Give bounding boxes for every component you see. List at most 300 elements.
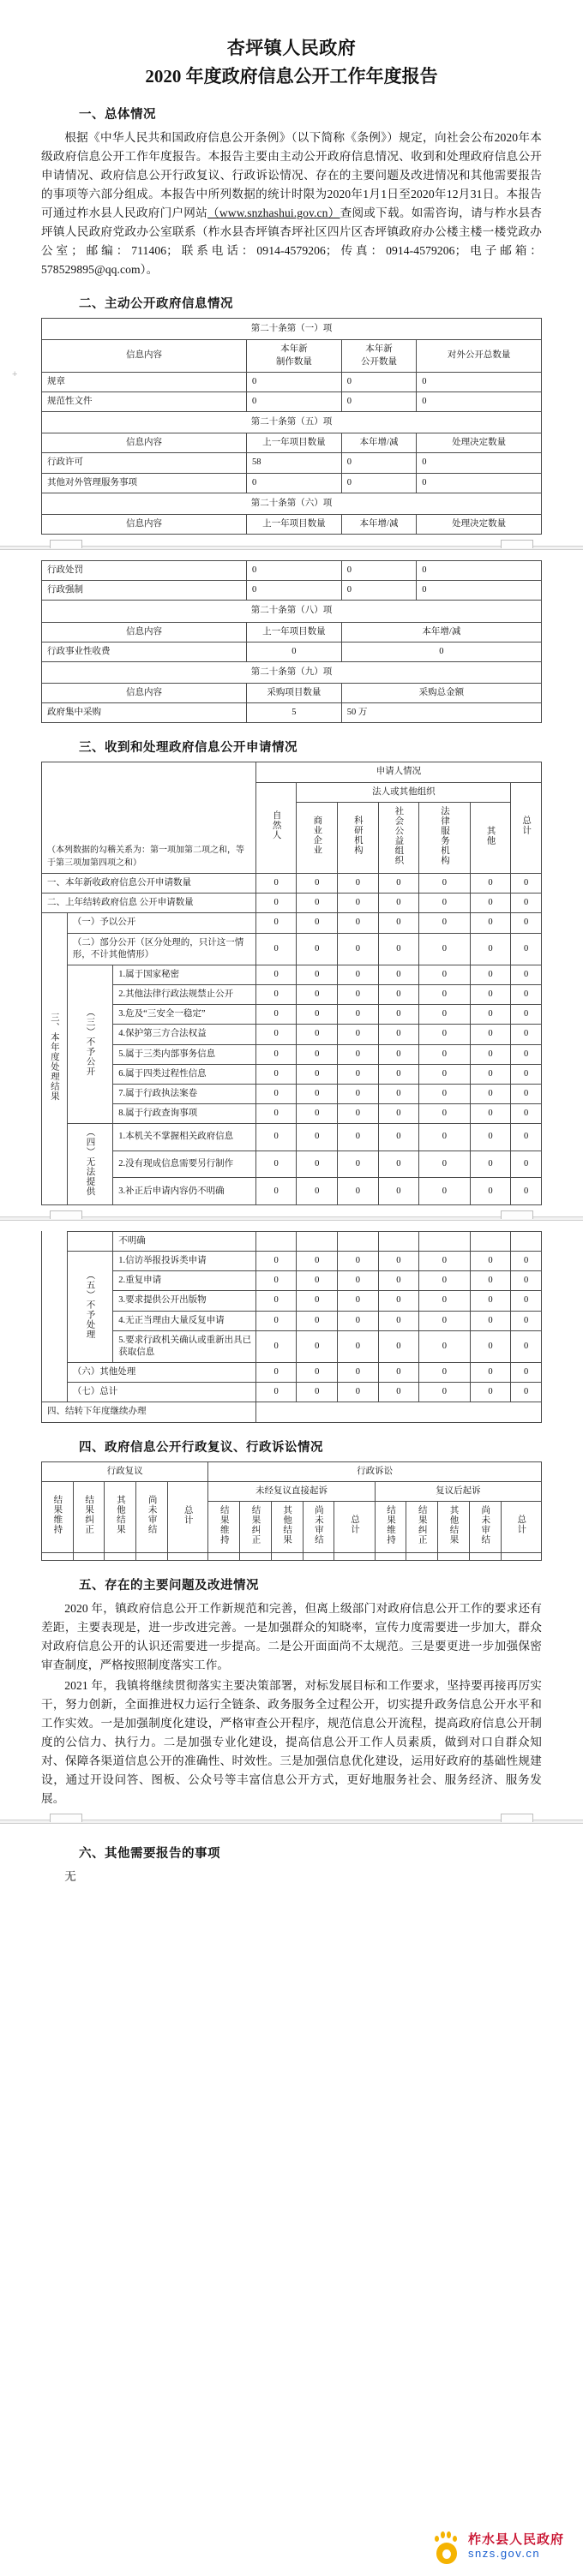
cell-value [501, 1553, 541, 1561]
cell-value: 0 [417, 473, 542, 493]
table-row [42, 1044, 542, 1064]
table-row [42, 1402, 542, 1422]
row-label: 二、上年结转政府信息 公开申请数量 [42, 894, 256, 913]
cell-value [469, 1553, 501, 1561]
table-row [42, 913, 542, 933]
table-row [42, 1291, 542, 1311]
cell-value: 0 [417, 581, 542, 601]
cell-value: 0 [255, 1291, 297, 1311]
col-header-purchase-count: 采购项目数量 [247, 684, 342, 703]
col-header-delta: 本年增/减 [341, 433, 416, 453]
cell-value: 0 [470, 1025, 511, 1044]
cell-value: 0 [378, 985, 419, 1005]
cell-value: 0 [419, 1383, 470, 1402]
page-break-nub-right [501, 1814, 533, 1822]
table-row [42, 965, 542, 984]
cell-value [303, 1553, 334, 1561]
cell-value: 0 [378, 1124, 419, 1151]
cell-value: 0 [511, 1044, 542, 1064]
cell-value: 0 [338, 1124, 379, 1151]
cell-value: 0 [511, 1084, 542, 1103]
cell-value: 0 [470, 1291, 511, 1311]
cell-value: 0 [378, 1271, 419, 1291]
cell-value: 0 [417, 372, 542, 391]
col-header-review-total: 总计 [167, 1481, 207, 1552]
table-row [42, 874, 542, 894]
row-label: 其他对外管理服务事项 [42, 473, 247, 493]
cell-value: 0 [419, 1064, 470, 1084]
table-row [42, 581, 542, 601]
row-label: 一、本年新收政府信息公开申请数量 [42, 874, 256, 894]
table-row [42, 372, 542, 391]
row-label: 2.其他法律行政法规禁止公开 [113, 985, 256, 1005]
col-header-direct-upheld: 结果维持 [208, 1501, 240, 1552]
cell-value: 0 [297, 1252, 338, 1271]
cell-value: 0 [338, 933, 379, 965]
header-admin-litigation: 行政诉讼 [208, 1461, 542, 1481]
cell-value: 0 [419, 1104, 470, 1124]
cell-value: 0 [247, 581, 342, 601]
col-header-direct-total: 总计 [334, 1501, 375, 1552]
cell-value: 0 [297, 1084, 338, 1103]
row-label: 行政事业性收费 [42, 642, 247, 661]
cell-value: 0 [297, 933, 338, 965]
cell-value [167, 1553, 207, 1561]
col-header-direct-other: 其他结果 [271, 1501, 303, 1552]
cell-value: 0 [255, 1044, 297, 1064]
cell-value: 0 [419, 1005, 470, 1025]
row-label: 4.保护第三方合法权益 [113, 1025, 256, 1044]
cell-value: 0 [338, 874, 379, 894]
cell-value: 0 [378, 965, 419, 984]
cell-value [438, 1553, 470, 1561]
cell-value: 0 [341, 372, 416, 391]
cell-value: 0 [470, 1383, 511, 1402]
cell-value: 0 [417, 561, 542, 581]
table-header-row [42, 514, 542, 534]
cell-value: 0 [378, 1330, 419, 1362]
table-row [42, 601, 542, 622]
cell-value [511, 1231, 542, 1251]
page-break-3 [0, 1814, 583, 1829]
cell-value: 0 [511, 1271, 542, 1291]
row-label: （七）总计 [67, 1383, 255, 1402]
group-label-processing-results-cont [42, 1231, 68, 1402]
col-header-review-pending: 尚未审结 [136, 1481, 168, 1552]
col-header-new-public: 本年新 公开数量 [341, 340, 416, 372]
col-header-new-made: 本年新 制作数量 [247, 340, 342, 372]
cell-value: 0 [417, 391, 542, 411]
cell-value: 0 [297, 1178, 338, 1205]
table-section-4-wrapper [0, 1461, 583, 1562]
cell-value: 0 [255, 1005, 297, 1025]
cell-value: 0 [338, 1005, 379, 1025]
table-information-requests [41, 762, 542, 1204]
table-row [42, 1104, 542, 1124]
table-information-requests-continued [41, 1231, 542, 1423]
cell-value: 0 [511, 1025, 542, 1044]
cell-value [419, 1231, 470, 1251]
cell-value: 0 [470, 1178, 511, 1205]
table-section-2-wrapper [0, 318, 583, 535]
row-label: 4.无正当理由大量反复申请 [113, 1311, 256, 1330]
row-label: 8.属于行政查询事项 [113, 1104, 256, 1124]
table-review-litigation [41, 1461, 542, 1562]
cell-value [406, 1553, 438, 1561]
row-label: 政府集中采购 [42, 703, 247, 723]
sub-group-label-unable-provide-cont [67, 1231, 113, 1251]
table-row [42, 1231, 542, 1251]
cell-value: 0 [511, 933, 542, 965]
table-row [42, 561, 542, 581]
cell-value: 0 [511, 1151, 542, 1178]
cell-value: 0 [255, 1064, 297, 1084]
col-header-direct-corrected: 结果纠正 [240, 1501, 272, 1552]
cell-value: 0 [297, 1064, 338, 1084]
cell-value [470, 1231, 511, 1251]
cell-value: 0 [511, 1311, 542, 1330]
cell-value: 0 [255, 913, 297, 933]
col-header-natural-person: 自然人 [255, 782, 297, 873]
cell-value: 0 [255, 1151, 297, 1178]
cell-value: 0 [470, 985, 511, 1005]
cell-value: 0 [338, 965, 379, 984]
cell-value [73, 1553, 105, 1561]
group-title-20-1: 第二十条第（一）项 [42, 319, 542, 340]
cell-value: 0 [255, 1330, 297, 1362]
col-header-total: 总计 [511, 782, 542, 873]
table-header-row [42, 684, 542, 703]
cell-value: 0 [378, 1178, 419, 1205]
cell-value: 0 [378, 933, 419, 965]
cell-value [297, 1231, 338, 1251]
cell-value: 0 [470, 1252, 511, 1271]
cell-value: 0 [297, 1363, 338, 1383]
cell-value: 0 [297, 1025, 338, 1044]
cell-value [378, 1231, 419, 1251]
col-header-decisions: 处理决定数量 [417, 514, 542, 534]
cell-value: 0 [297, 894, 338, 913]
table-section-3-wrapper [0, 762, 583, 1204]
row-label: 3.补正后申请内容仍不明确 [113, 1178, 256, 1205]
cell-value: 0 [338, 1383, 379, 1402]
col-header-public-welfare: 社会公益组织 [378, 802, 419, 873]
col-header-direct-pending: 尚未审结 [303, 1501, 334, 1552]
page-break-nub-right [501, 540, 533, 548]
cell-value: 0 [297, 1311, 338, 1330]
col-header-delta: 本年增/减 [341, 622, 541, 642]
cell-value: 0 [419, 1252, 470, 1271]
cell-value: 0 [255, 1252, 297, 1271]
cell-value [208, 1553, 240, 1561]
cell-value: 0 [255, 1178, 297, 1205]
cell-value: 0 [341, 453, 416, 473]
cell-value: 0 [470, 1311, 511, 1330]
cell-value: 0 [511, 894, 542, 913]
cell-value: 0 [470, 1151, 511, 1178]
portal-url: （www.snzhashui.gov.cn） [207, 206, 340, 220]
cell-value [271, 1553, 303, 1561]
table-row [42, 473, 542, 493]
cell-value: 0 [297, 1383, 338, 1402]
col-header-review-upheld: 结果维持 [42, 1481, 74, 1552]
cell-value: 0 [378, 874, 419, 894]
cell-value: 0 [417, 453, 542, 473]
header-admin-review: 行政复议 [42, 1461, 208, 1481]
cell-value: 0 [255, 1084, 297, 1103]
table-row [42, 1330, 542, 1362]
cell-value: 0 [255, 1311, 297, 1330]
cell-value: 0 [378, 894, 419, 913]
page-break-nub-right [501, 1210, 533, 1219]
col-header-content: 信息内容 [42, 684, 247, 703]
group-title-20-9: 第二十条第（九）项 [42, 661, 542, 683]
cell-value: 0 [341, 391, 416, 411]
cell-value: 0 [470, 1330, 511, 1362]
cell-value: 0 [470, 894, 511, 913]
cell-value: 0 [378, 1291, 419, 1311]
cell-value: 0 [419, 1330, 470, 1362]
col-header-after-upheld: 结果维持 [375, 1501, 406, 1552]
table-header-row [42, 433, 542, 453]
row-label: 7.属于行政执法案卷 [113, 1084, 256, 1103]
cell-value: 0 [341, 581, 416, 601]
cell-value: 0 [419, 874, 470, 894]
cell-value: 0 [470, 965, 511, 984]
col-header-other: 其他 [470, 802, 511, 873]
cell-value: 0 [338, 1311, 379, 1330]
cell-value [255, 1231, 297, 1251]
cell-value: 0 [255, 1124, 297, 1151]
cell-value: 0 [255, 874, 297, 894]
cell-value-empty [255, 1402, 541, 1422]
cell-value: 0 [255, 1104, 297, 1124]
cell-value: 0 [511, 1383, 542, 1402]
row-label: 行政许可 [42, 453, 247, 473]
col-header-delta: 本年增/减 [341, 514, 416, 534]
cell-value: 0 [511, 1124, 542, 1151]
cell-value: 0 [470, 1104, 511, 1124]
cell-value: 0 [297, 1044, 338, 1064]
title-line-1: 杏坪镇人民政府 [226, 38, 357, 58]
title-line-2: 2020 年度政府信息公开工作年度报告 [145, 65, 438, 87]
cell-value: 0 [338, 985, 379, 1005]
row-label: 2.重复申请 [113, 1271, 256, 1291]
cell-value: 0 [511, 874, 542, 894]
table-row [42, 319, 542, 340]
table-section-2b-wrapper [0, 560, 583, 723]
row-label: 规章 [42, 372, 247, 391]
cell-value: 0 [338, 1363, 379, 1383]
cell-value: 0 [378, 1151, 419, 1178]
cell-value: 0 [255, 894, 297, 913]
col-header-review-corrected: 结果纠正 [73, 1481, 105, 1552]
col-header-purchase-amount: 采购总金额 [341, 684, 541, 703]
cell-value: 0 [297, 1330, 338, 1362]
row-label: 规范性文件 [42, 391, 247, 411]
cell-value: 0 [470, 1271, 511, 1291]
cell-value [105, 1553, 136, 1561]
cell-value: 0 [378, 1044, 419, 1064]
site-watermark [432, 2530, 564, 2564]
cell-value: 0 [378, 1383, 419, 1402]
cell-value: 0 [419, 1025, 470, 1044]
cell-value: 0 [419, 965, 470, 984]
cell-value: 0 [378, 1311, 419, 1330]
table-row [42, 1271, 542, 1291]
col-header-prev-year: 上一年项目数量 [247, 433, 342, 453]
page-break-nub-left [50, 1814, 82, 1822]
table-row [42, 1151, 542, 1178]
row-label: 1.属于国家秘密 [113, 965, 256, 984]
cell-value: 0 [338, 1271, 379, 1291]
cell-value: 0 [470, 1084, 511, 1103]
cell-value: 0 [297, 1124, 338, 1151]
page-break-nub-left [50, 540, 82, 548]
cell-value [136, 1553, 168, 1561]
row-label: 行政强制 [42, 581, 247, 601]
cell-value: 0 [419, 1151, 470, 1178]
cell-value: 0 [247, 391, 342, 411]
cell-value: 0 [470, 1005, 511, 1025]
row-label: 1.本机关不掌握相关政府信息 [113, 1124, 256, 1151]
cell-value: 0 [470, 1044, 511, 1064]
table-header-row [42, 1461, 542, 1481]
cell-value: 0 [297, 1005, 338, 1025]
cell-value: 50 万 [341, 703, 541, 723]
cell-value: 0 [378, 1363, 419, 1383]
cell-value: 0 [378, 1084, 419, 1103]
cell-value: 0 [338, 1064, 379, 1084]
col-header-content: 信息内容 [42, 340, 247, 372]
cell-value: 0 [255, 985, 297, 1005]
table-row [42, 493, 542, 514]
sub-group-label-no-processing: （五）不予处理 [67, 1252, 113, 1363]
row-label: 行政处罚 [42, 561, 247, 581]
row-label: 四、结转下年度继续办理 [42, 1402, 256, 1422]
group-title-20-8: 第二十条第（八）项 [42, 601, 542, 622]
cell-value: 0 [338, 1151, 379, 1178]
table-row [42, 703, 542, 723]
row-label: （六）其他处理 [67, 1363, 255, 1383]
section-heading-2: 二、主动公开政府信息情况 [79, 297, 233, 312]
table-row [42, 1025, 542, 1044]
section-5-paragraph-2: 2021 年，我镇将继续贯彻落实主要决策部署，对标发展目标和工作要求，坚持要再接再厉实干，努力创新，全面推进权力运行全链条、政务服务全过程公开，切实提升政务信息公开水平和工作实效。一是加强制度化建设，严格审查公开程序，规范信息公开流程，提高政府信息公开制度的公信力、执行力。二是加强专业化建设，提高信息公开工作人员素质，做到对口自群众知对、保障各渠道信息公开的准确性、时效性。三是加强信息优化建设，运用好政府的基础性规建设，通过开设问答、图板、公众号等丰富信息公开方式，更好地服务社会、服务经济、服务发展。 [41, 1679, 542, 1806]
cell-value: 0 [338, 1104, 379, 1124]
col-header-after-other: 其他结果 [438, 1501, 470, 1552]
cell-value: 0 [297, 965, 338, 984]
cell-value: 0 [470, 933, 511, 965]
table-row [42, 1084, 542, 1103]
cell-value: 0 [338, 1330, 379, 1362]
cell-value: 0 [470, 1363, 511, 1383]
cell-value: 0 [419, 913, 470, 933]
table-header-row [42, 1481, 542, 1501]
cell-value: 0 [338, 1252, 379, 1271]
group-title-20-6: 第二十条第（六）项 [42, 493, 542, 514]
cell-value: 0 [247, 473, 342, 493]
cell-value: 0 [419, 894, 470, 913]
header-applicant-situation: 申请人情况 [255, 762, 541, 782]
watermark-cn-name: 柞水县人民政府 [467, 2532, 564, 2547]
section-6-paragraph: 无 [64, 1870, 76, 1884]
crop-mark-top-left: + [12, 369, 18, 380]
cell-value: 0 [297, 985, 338, 1005]
row-label: （二）部分公开（区分处理的，只计这一情形，不计其他情形） [67, 933, 255, 965]
cell-value: 0 [378, 913, 419, 933]
table-row [42, 894, 542, 913]
table-section-3b-wrapper [0, 1231, 583, 1423]
cell-value: 0 [511, 985, 542, 1005]
cell-value: 0 [338, 1044, 379, 1064]
cell-value: 58 [247, 453, 342, 473]
col-header-prev-year: 上一年项目数量 [247, 514, 342, 534]
cell-value [240, 1553, 272, 1561]
table-article20-item1 [41, 318, 542, 535]
cell-value: 0 [419, 1178, 470, 1205]
cell-value: 0 [419, 933, 470, 965]
cell-value: 0 [297, 1291, 338, 1311]
section-heading-4: 四、政府信息公开行政复议、行政诉讼情况 [79, 1440, 323, 1455]
cell-value: 5 [247, 703, 342, 723]
col-header-prev-year: 上一年项目数量 [247, 622, 342, 642]
col-header-content: 信息内容 [42, 514, 247, 534]
cell-value: 0 [297, 1104, 338, 1124]
cell-value: 0 [255, 1025, 297, 1044]
cell-value: 0 [255, 1363, 297, 1383]
cell-value: 0 [247, 642, 342, 661]
group-title-20-5: 第二十条第（五）项 [42, 412, 542, 433]
col-header-business: 商业企业 [297, 802, 338, 873]
cell-value: 0 [255, 1383, 297, 1402]
col-header-after-total: 总计 [501, 1501, 541, 1552]
header-legal-entity: 法人或其他组织 [297, 782, 511, 802]
table-row [42, 661, 542, 683]
cell-value: 0 [378, 1252, 419, 1271]
table-header-row [42, 340, 542, 372]
cell-value: 0 [341, 642, 541, 661]
col-header-decisions: 处理决定数量 [417, 433, 542, 453]
cell-value: 0 [419, 1363, 470, 1383]
cell-value: 0 [338, 894, 379, 913]
cell-value: 0 [247, 372, 342, 391]
s1-text-b: 查阅或下载。如需咨询，请与柞水县杏坪镇人民政府党政办公室联系（柞水县杏坪镇杏坪社区四片区杏坪镇政府办公楼主楼一楼党政办公室；邮编：711406；联系电话：0914-4579206；传真：0914-4579206；电子邮箱：578529895@qq.com）。 [41, 206, 542, 277]
cell-value: 0 [338, 913, 379, 933]
section-heading-5: 五、存在的主要问题及改进情况 [79, 1579, 259, 1593]
header-direct-litigation: 未经复议直接起诉 [208, 1481, 375, 1501]
col-header-total-public: 对外公开总数量 [417, 340, 542, 372]
cell-value: 0 [511, 1064, 542, 1084]
col-header-after-corrected: 结果纠正 [406, 1501, 438, 1552]
cell-value: 0 [338, 1025, 379, 1044]
page-break-nub-left [50, 1210, 82, 1219]
cell-value: 0 [341, 473, 416, 493]
table-row [42, 412, 542, 433]
cell-value: 0 [378, 1064, 419, 1084]
cell-value: 0 [255, 965, 297, 984]
cell-value: 0 [511, 1252, 542, 1271]
cell-value: 0 [255, 1271, 297, 1291]
cell-value: 0 [419, 1311, 470, 1330]
s1-text-a: 根据《中华人民共和国政府信息公开条例》（以下简称《条例》）规定，向社会公布2020年本级政府信息公开工作年度报告。本报告主要由主动公开政府信息情况、收到和处理政府信息公开申请情况、政府信息公开行政复议、行政诉讼情况、存在的主要问题及改进情况和其他需要报告的事项等六部分组成。本报告中所列数据的统计时限为2020年1月1日至2020年12月31日。本报告可通过柞水县人民政府门户网站 [41, 131, 542, 220]
group-label-processing-results: 三、本年度处理结果 [42, 913, 68, 1205]
cell-value: 0 [255, 933, 297, 965]
cell-value: 0 [470, 874, 511, 894]
table-header-row [42, 762, 542, 782]
cell-value: 0 [378, 1025, 419, 1044]
table-row [42, 1363, 542, 1383]
cell-value [42, 1553, 74, 1561]
